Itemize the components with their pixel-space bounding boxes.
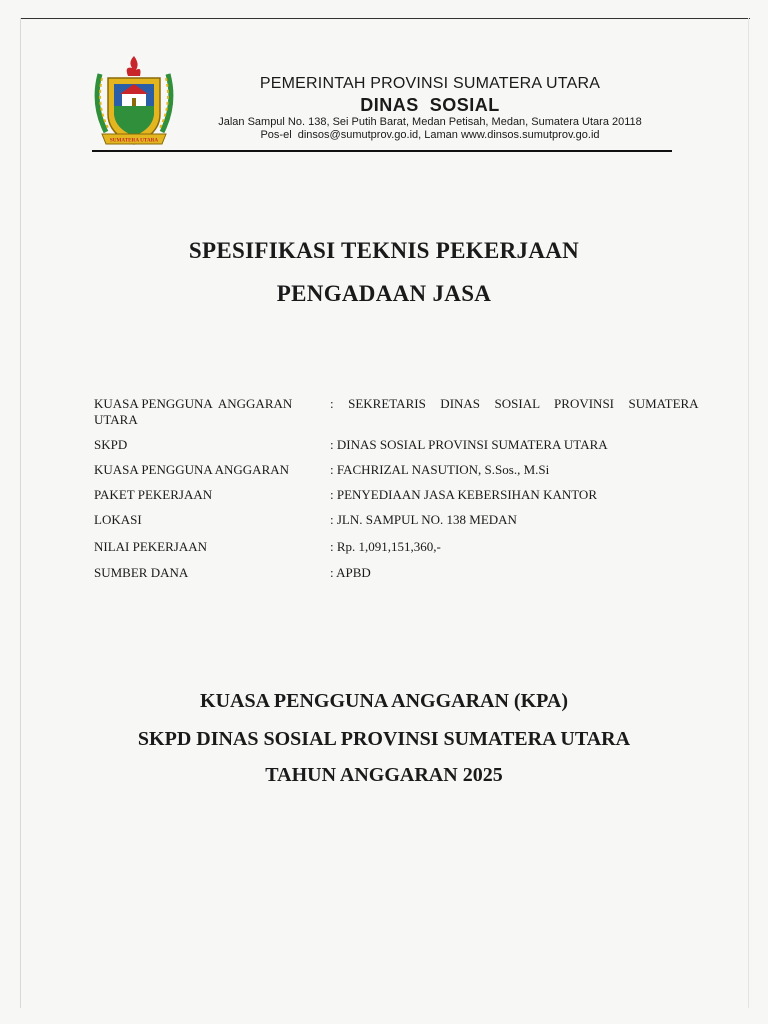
detail-value: : APBD	[330, 565, 371, 580]
detail-value: : FACHRIZAL NASUTION, S.Sos., M.Si	[330, 462, 550, 477]
detail-value: : Rp. 1,091,151,360,-	[330, 539, 441, 554]
detail-value: : JLN. SAMPUL NO. 138 MEDAN	[330, 512, 517, 527]
page-right-border	[748, 18, 749, 1008]
agency-address: Jalan Sampul No. 138, Sei Putih Barat, Medan Petisah, Medan, Sumatera Utara 20118	[218, 116, 642, 128]
detail-value: : PENYEDIAAN JASA KEBERSIHAN KANTOR	[330, 487, 597, 502]
detail-label: SKPD	[94, 437, 128, 452]
detail-value: : SEKRETARIS DINAS SOSIAL PROVINSI SUMATERA	[330, 396, 699, 411]
detail-label: SUMBER DANA	[94, 565, 189, 580]
document-title-line2: PENGADAAN JASA	[276, 281, 492, 306]
logo-banner-text: SUMATERA UTARA	[109, 137, 159, 144]
page-top-border	[20, 18, 750, 19]
document-title-line1: SPESIFIKASI TEKNIS PEKERJAAN	[188, 238, 580, 263]
detail-value: : DINAS SOSIAL PROVINSI SUMATERA UTARA	[330, 437, 608, 452]
government-name: PEMERINTAH PROVINSI SUMATERA UTARA	[259, 75, 601, 92]
detail-label: NILAI PEKERJAAN	[94, 539, 208, 554]
agency-name: DINAS SOSIAL	[360, 95, 500, 115]
letterhead-divider	[92, 150, 672, 152]
page-left-border	[20, 18, 21, 1008]
agency-contact: Pos-el dinsos@sumutprov.go.id, Laman www.dinsos.sumutprov.go.id	[260, 129, 600, 141]
letterhead	[190, 74, 670, 142]
detail-label-continuation: UTARA	[94, 412, 138, 427]
province-emblem-logo	[90, 54, 178, 150]
detail-label: KUASA PENGGUNA ANGGARAN	[94, 396, 293, 411]
detail-label: PAKET PEKERJAAN	[94, 487, 213, 502]
footer-line3: TAHUN ANGGARAN 2025	[265, 764, 503, 786]
detail-label: KUASA PENGGUNA ANGGARAN	[94, 462, 290, 477]
footer-line2: SKPD DINAS SOSIAL PROVINSI SUMATERA UTARA	[137, 728, 631, 750]
detail-label: LOKASI	[94, 512, 142, 527]
footer-line1: KUASA PENGGUNA ANGGARAN (KPA)	[200, 690, 568, 712]
